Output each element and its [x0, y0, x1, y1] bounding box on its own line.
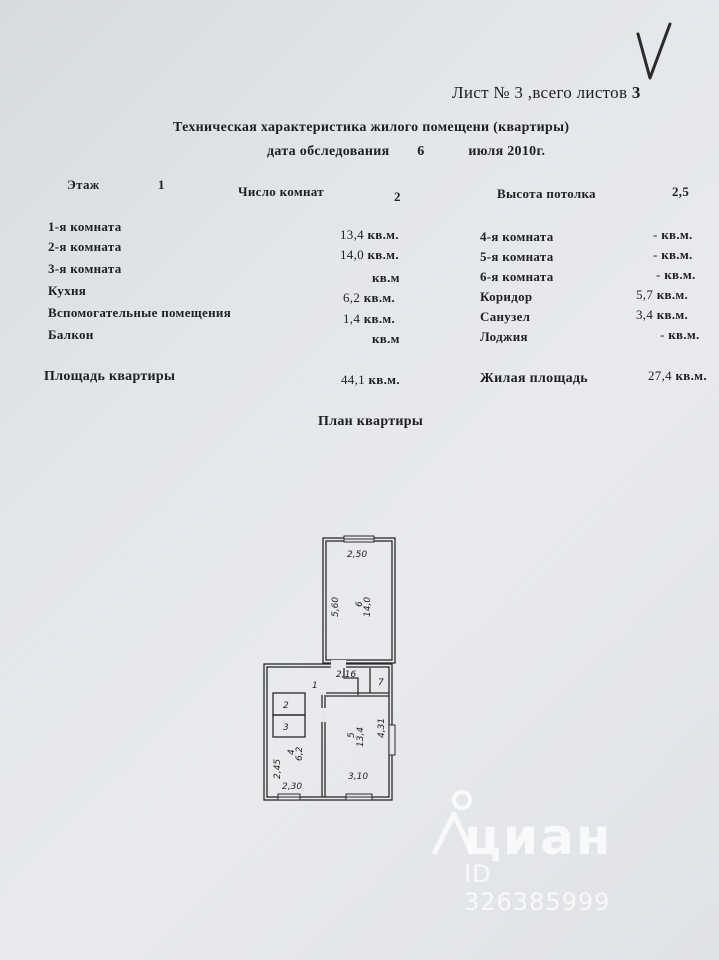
value: 44,1	[341, 372, 365, 387]
plan-room3-number: 3	[283, 723, 289, 733]
plan-dim-bottom-right: 3,10	[348, 772, 369, 782]
area-right-value-2	[653, 247, 693, 263]
area-right-label-6: Лоджия	[480, 329, 528, 344]
survey-date	[267, 144, 545, 160]
area-left-value-3	[372, 270, 400, 286]
plan-dim-top: 2,50	[347, 550, 368, 560]
value: 1,4	[343, 311, 361, 326]
plan-dim-216: 2,16	[336, 670, 357, 680]
rooms-value: 2	[394, 189, 401, 204]
plan-dim-left-upper: 5,60	[331, 596, 341, 617]
plan-dim-left-lower: 2,45	[273, 758, 283, 779]
unit: кв.м.	[656, 287, 689, 302]
living-area-label: Жилая площадь	[480, 371, 588, 386]
area-left-label-6: Балкон	[48, 327, 94, 342]
unit: кв.м.	[668, 327, 700, 342]
area-right-value-4	[636, 287, 688, 303]
plan-room4-area: 6,2	[295, 746, 305, 761]
value: -	[656, 267, 661, 282]
plan-room4-number: 4	[287, 749, 297, 755]
area-right-label-4: Коридор	[480, 289, 533, 304]
plan-room5-number: 5	[347, 732, 357, 738]
area-right-value-1	[653, 227, 693, 243]
value: 14,0	[340, 247, 364, 262]
plan-room6-number: 6	[355, 601, 365, 607]
area-left-value-5	[343, 311, 395, 327]
total-area-label: Площадь квартиры	[44, 369, 176, 384]
area-left-label-1: 1-я комната	[48, 219, 122, 234]
area-right-value-6	[660, 327, 700, 343]
total-area-value	[341, 372, 400, 388]
handwritten-check-mark	[630, 20, 690, 90]
unit: кв.м.	[367, 247, 399, 262]
cian-brand: циан	[464, 808, 613, 866]
document-title: Техническая характеристика жилого помещени (квартиры)	[173, 120, 570, 135]
floor-value: 1	[158, 177, 165, 192]
unit: кв.м.	[661, 227, 693, 242]
value: 27,4	[648, 368, 672, 383]
area-left-label-3: 3-я комната	[48, 261, 122, 276]
area-left-label-2: 2-я комната	[48, 239, 122, 254]
plan-room7-number: 7	[378, 678, 384, 688]
plan-room6-area: 14,0	[363, 596, 373, 617]
survey-month-year: июля 2010г.	[468, 144, 546, 159]
value: 5,7	[636, 287, 654, 302]
value: -	[660, 327, 665, 342]
unit: кв.м.	[367, 227, 399, 242]
height-value: 2,5	[672, 184, 690, 199]
area-right-label-5: Санузел	[480, 309, 531, 324]
unit: кв.м.	[664, 267, 696, 282]
area-right-label-2: 5-я комната	[480, 249, 554, 264]
rooms-label: Число комнат	[238, 184, 324, 199]
value: 13,4	[340, 227, 364, 242]
unit: кв.м	[372, 270, 400, 285]
plan-room5-area: 13,4	[356, 726, 366, 747]
area-right-value-5	[636, 307, 688, 323]
floor-plan	[258, 535, 398, 805]
sheet-number	[452, 83, 641, 103]
floor-label: Этаж	[67, 177, 100, 192]
area-left-value-4	[343, 290, 395, 306]
living-area-value	[648, 368, 707, 384]
value: 6,2	[343, 290, 361, 305]
unit: кв.м.	[661, 247, 693, 262]
survey-day: 6	[417, 144, 425, 159]
height-label: Высота потолка	[497, 186, 596, 201]
plan-room1-number: 1	[312, 681, 318, 691]
area-right-label-1: 4-я комната	[480, 229, 554, 244]
sheet-total: 3	[631, 83, 641, 102]
unit: кв.м.	[656, 307, 689, 322]
area-left-value-6	[372, 331, 400, 347]
listing-id: ID 326385999	[464, 860, 611, 916]
area-right-value-3	[656, 267, 696, 283]
plan-walls	[264, 538, 395, 800]
survey-label: дата обследования	[267, 144, 390, 159]
area-left-value-1	[340, 227, 399, 243]
unit: кв.м.	[363, 311, 396, 326]
unit: кв.м.	[675, 368, 707, 383]
area-left-label-4: Кухня	[48, 283, 87, 298]
value: -	[653, 227, 658, 242]
unit: кв.м.	[368, 372, 400, 387]
unit: кв.м.	[363, 290, 396, 305]
area-left-value-2	[340, 247, 399, 263]
value: -	[653, 247, 658, 262]
plan-room2-number: 2	[283, 701, 289, 711]
plan-title: План квартиры	[318, 414, 424, 429]
plan-dim-bottom-left: 2,30	[282, 782, 303, 792]
sheet-label: Лист № 3 ,всего листов	[452, 83, 628, 102]
unit: кв.м	[372, 331, 400, 346]
area-left-label-5: Вспомогательные помещения	[48, 305, 232, 320]
value: 3,4	[636, 307, 654, 322]
plan-dim-right: 4,31	[377, 717, 387, 738]
area-right-label-3: 6-я комната	[480, 269, 554, 284]
